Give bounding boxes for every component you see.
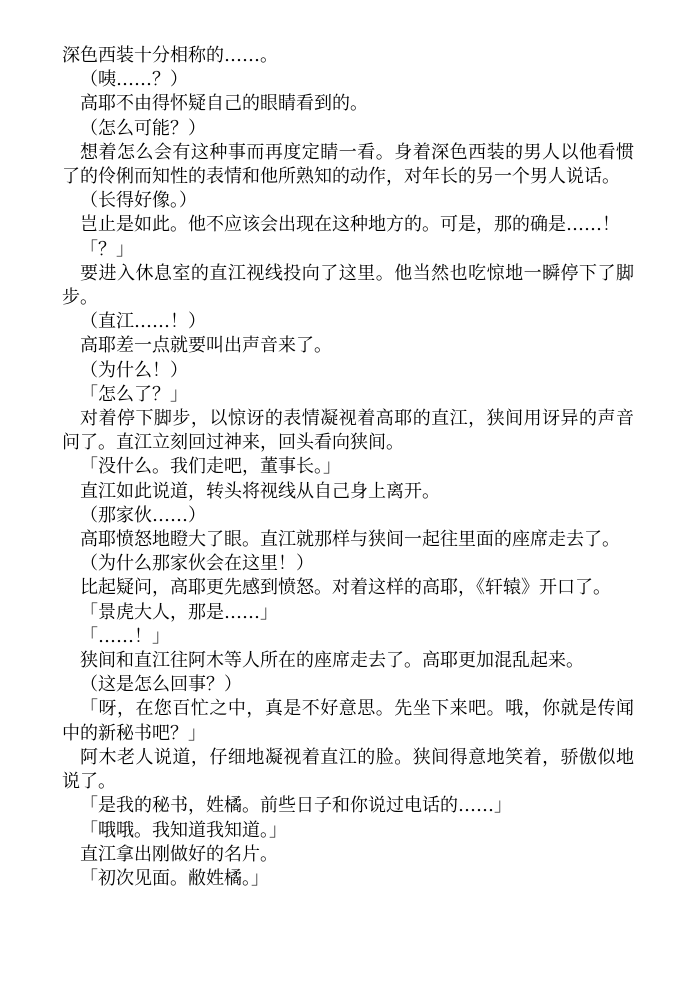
paragraph: 直江拿出刚做好的名片。 bbox=[80, 843, 278, 865]
paragraph: 高耶不由得怀疑自己的眼睛看到的。 bbox=[80, 93, 368, 115]
paragraph: （这是怎么回事？） bbox=[80, 674, 242, 696]
paragraph: 「怎么了？」 bbox=[80, 383, 188, 405]
paragraph: 狭间和直江往阿木等人所在的座席走去了。高耶更加混乱起来。 bbox=[80, 650, 584, 672]
paragraph: 比起疑问，高耶更先感到愤怒。对着这样的高耶，《轩辕》开口了。 bbox=[80, 577, 611, 599]
paragraph: 「呀，在您百忙之中，真是不好意思。先坐下来吧。哦，你就是传闻中的新秘书吧？」 bbox=[62, 698, 634, 744]
paragraph: （长得好像。） bbox=[80, 190, 197, 212]
paragraph: （为什么那家伙会在这里！） bbox=[80, 553, 314, 575]
paragraph: （为什么！） bbox=[80, 359, 188, 381]
paragraph: 「没什么。我们走吧，董事长。」 bbox=[80, 456, 341, 478]
paragraph: 「……！」 bbox=[80, 625, 170, 647]
paragraph: 岂止是如此。他不应该会出现在这种地方的。可是，那的确是……！ bbox=[80, 214, 620, 236]
paragraph: （直江……！） bbox=[80, 311, 206, 333]
paragraph: （咦……？） bbox=[80, 69, 188, 91]
paragraph: 「初次见面。敝姓橘。」 bbox=[80, 867, 269, 889]
paragraph: 对着停下脚步，以惊讶的表情凝视着高耶的直江，狭间用讶异的声音问了。直江立刻回过神来，回头看向狭间。 bbox=[62, 408, 634, 454]
paragraph: 阿木老人说道，仔细地凝视着直江的脸。狭间得意地笑着，骄傲似地说了。 bbox=[62, 746, 634, 793]
paragraph: 「？」 bbox=[80, 238, 134, 260]
paragraph: 高耶差一点就要叫出声音来了。 bbox=[80, 335, 332, 357]
paragraph: 要进入休息室的直江视线投向了这里。他当然也吃惊地一瞬停下了脚步。 bbox=[62, 262, 634, 309]
paragraph: 「景虎大人，那是……」 bbox=[80, 601, 278, 623]
paragraph: 高耶愤怒地瞪大了眼。直江就那样与狭间一起往里面的座席走去了。 bbox=[80, 529, 620, 551]
paragraph: 「是我的秘书，姓橘。前些日子和你说过电话的……」 bbox=[80, 795, 512, 817]
paragraph: （那家伙……） bbox=[80, 504, 206, 526]
paragraph: 直江如此说道，转头将视线从自己身上离开。 bbox=[80, 480, 440, 502]
paragraph: 深色西装十分相称的……。 bbox=[62, 45, 278, 66]
paragraph: 「哦哦。我知道我知道。」 bbox=[80, 819, 287, 841]
paragraph: （怎么可能？） bbox=[80, 117, 206, 139]
paragraph: 想着怎么会有这种事而再度定睛一看。身着深色西装的男人以他看惯了的伶俐而知性的表情和他所熟知的动作，对年长的另一个男人说话。 bbox=[62, 141, 634, 188]
